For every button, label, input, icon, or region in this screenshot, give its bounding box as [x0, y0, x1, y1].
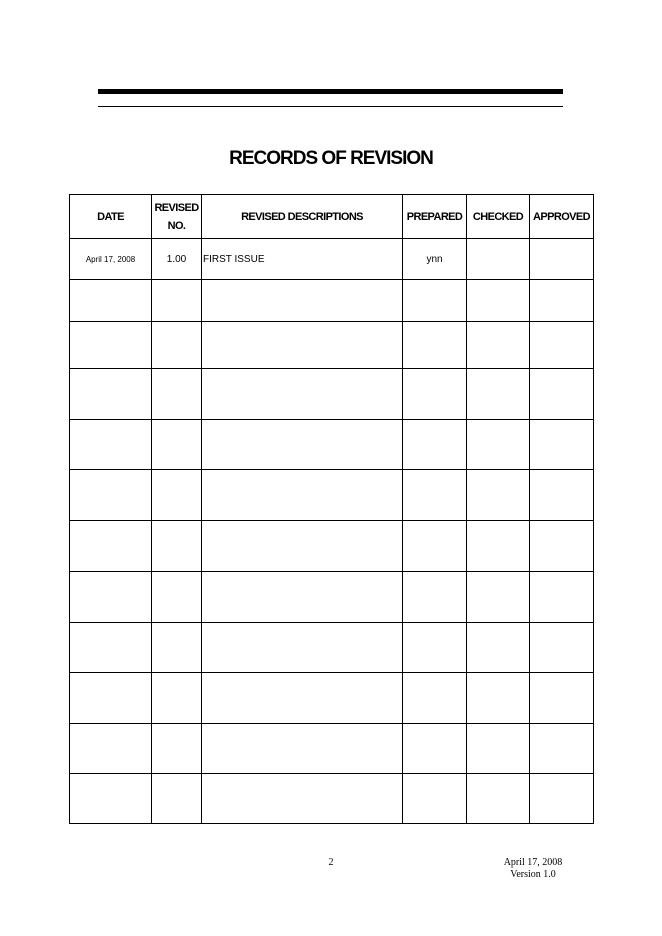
cell-checked — [467, 420, 530, 470]
cell-prepared — [403, 724, 467, 774]
cell-description — [202, 724, 403, 774]
table-row — [70, 774, 594, 824]
cell-date — [70, 623, 152, 673]
cell-revised-no — [152, 623, 202, 673]
cell-revised-no — [152, 774, 202, 824]
cell-approved — [530, 280, 594, 322]
cell-checked — [467, 724, 530, 774]
cell-approved — [530, 322, 594, 369]
cell-description — [202, 673, 403, 724]
cell-prepared — [403, 420, 467, 470]
cell-checked — [467, 623, 530, 673]
cell-date — [70, 724, 152, 774]
page-number: 2 — [328, 857, 334, 868]
table-row — [70, 521, 594, 572]
cell-checked — [467, 572, 530, 623]
header-revised-no — [152, 195, 202, 239]
cell-revised-no — [152, 420, 202, 470]
table-row — [70, 470, 594, 521]
cell-date — [70, 322, 152, 369]
table-row — [70, 420, 594, 470]
header-descriptions: REVISED DESCRIPTIONS — [202, 195, 403, 239]
header-date: DATE — [70, 195, 152, 239]
cell-prepared — [403, 280, 467, 322]
table-row — [70, 673, 594, 724]
cell-revised-no — [152, 724, 202, 774]
footer-info — [492, 857, 574, 881]
header-rule-thick — [98, 89, 563, 94]
cell-approved — [530, 673, 594, 724]
header-revised-no-line1: REVISED — [154, 201, 199, 214]
cell-description — [202, 572, 403, 623]
table-row — [70, 724, 594, 774]
cell-description — [202, 774, 403, 824]
cell-description — [202, 420, 403, 470]
footer-date: April 17, 2008 — [503, 857, 563, 868]
cell-date — [70, 369, 152, 420]
cell-description: FIRST ISSUE — [202, 239, 403, 280]
cell-approved — [530, 774, 594, 824]
cell-date: April 17, 2008 — [70, 239, 152, 280]
cell-revised-no: 1.00 — [152, 239, 202, 280]
footer-version: Version 1.0 — [510, 869, 556, 880]
cell-checked — [467, 521, 530, 572]
cell-revised-no — [152, 521, 202, 572]
table-header-row — [70, 195, 594, 239]
cell-revised-no — [152, 322, 202, 369]
cell-description — [202, 369, 403, 420]
header-prepared: PREPARED — [403, 195, 467, 239]
header-approved: APPROVED — [530, 195, 594, 239]
cell-prepared — [403, 369, 467, 420]
cell-date — [70, 470, 152, 521]
cell-approved — [530, 724, 594, 774]
cell-date — [70, 673, 152, 724]
cell-approved — [530, 623, 594, 673]
cell-prepared — [403, 521, 467, 572]
table-row — [70, 623, 594, 673]
cell-prepared — [403, 623, 467, 673]
cell-prepared — [403, 774, 467, 824]
cell-description — [202, 521, 403, 572]
cell-description — [202, 470, 403, 521]
cell-checked — [467, 673, 530, 724]
table-body — [70, 239, 594, 824]
cell-checked — [467, 470, 530, 521]
cell-approved — [530, 420, 594, 470]
cell-date — [70, 521, 152, 572]
cell-description — [202, 322, 403, 369]
cell-prepared — [403, 470, 467, 521]
page-title: RECORDS OF REVISION — [229, 148, 433, 169]
cell-checked — [467, 239, 530, 280]
cell-checked — [467, 280, 530, 322]
cell-checked — [467, 369, 530, 420]
table-row — [70, 369, 594, 420]
header-rule-thin — [98, 106, 563, 107]
table-row — [70, 322, 594, 369]
header-revised-no-line2: NO. — [167, 219, 186, 232]
cell-prepared — [403, 322, 467, 369]
revision-table — [69, 194, 594, 824]
cell-prepared — [403, 572, 467, 623]
cell-revised-no — [152, 673, 202, 724]
cell-approved — [530, 521, 594, 572]
cell-checked — [467, 774, 530, 824]
cell-description — [202, 280, 403, 322]
cell-approved — [530, 239, 594, 280]
cell-revised-no — [152, 280, 202, 322]
cell-prepared — [403, 673, 467, 724]
cell-revised-no — [152, 470, 202, 521]
cell-revised-no — [152, 572, 202, 623]
table-row — [70, 280, 594, 322]
cell-revised-no — [152, 369, 202, 420]
cell-date — [70, 774, 152, 824]
cell-approved — [530, 369, 594, 420]
cell-date — [70, 420, 152, 470]
cell-description — [202, 623, 403, 673]
cell-approved — [530, 470, 594, 521]
header-checked: CHECKED — [467, 195, 530, 239]
table-row — [70, 572, 594, 623]
cell-checked — [467, 322, 530, 369]
cell-date — [70, 572, 152, 623]
cell-date — [70, 280, 152, 322]
cell-prepared: ynn — [403, 239, 467, 280]
table-row — [70, 239, 594, 280]
cell-approved — [530, 572, 594, 623]
